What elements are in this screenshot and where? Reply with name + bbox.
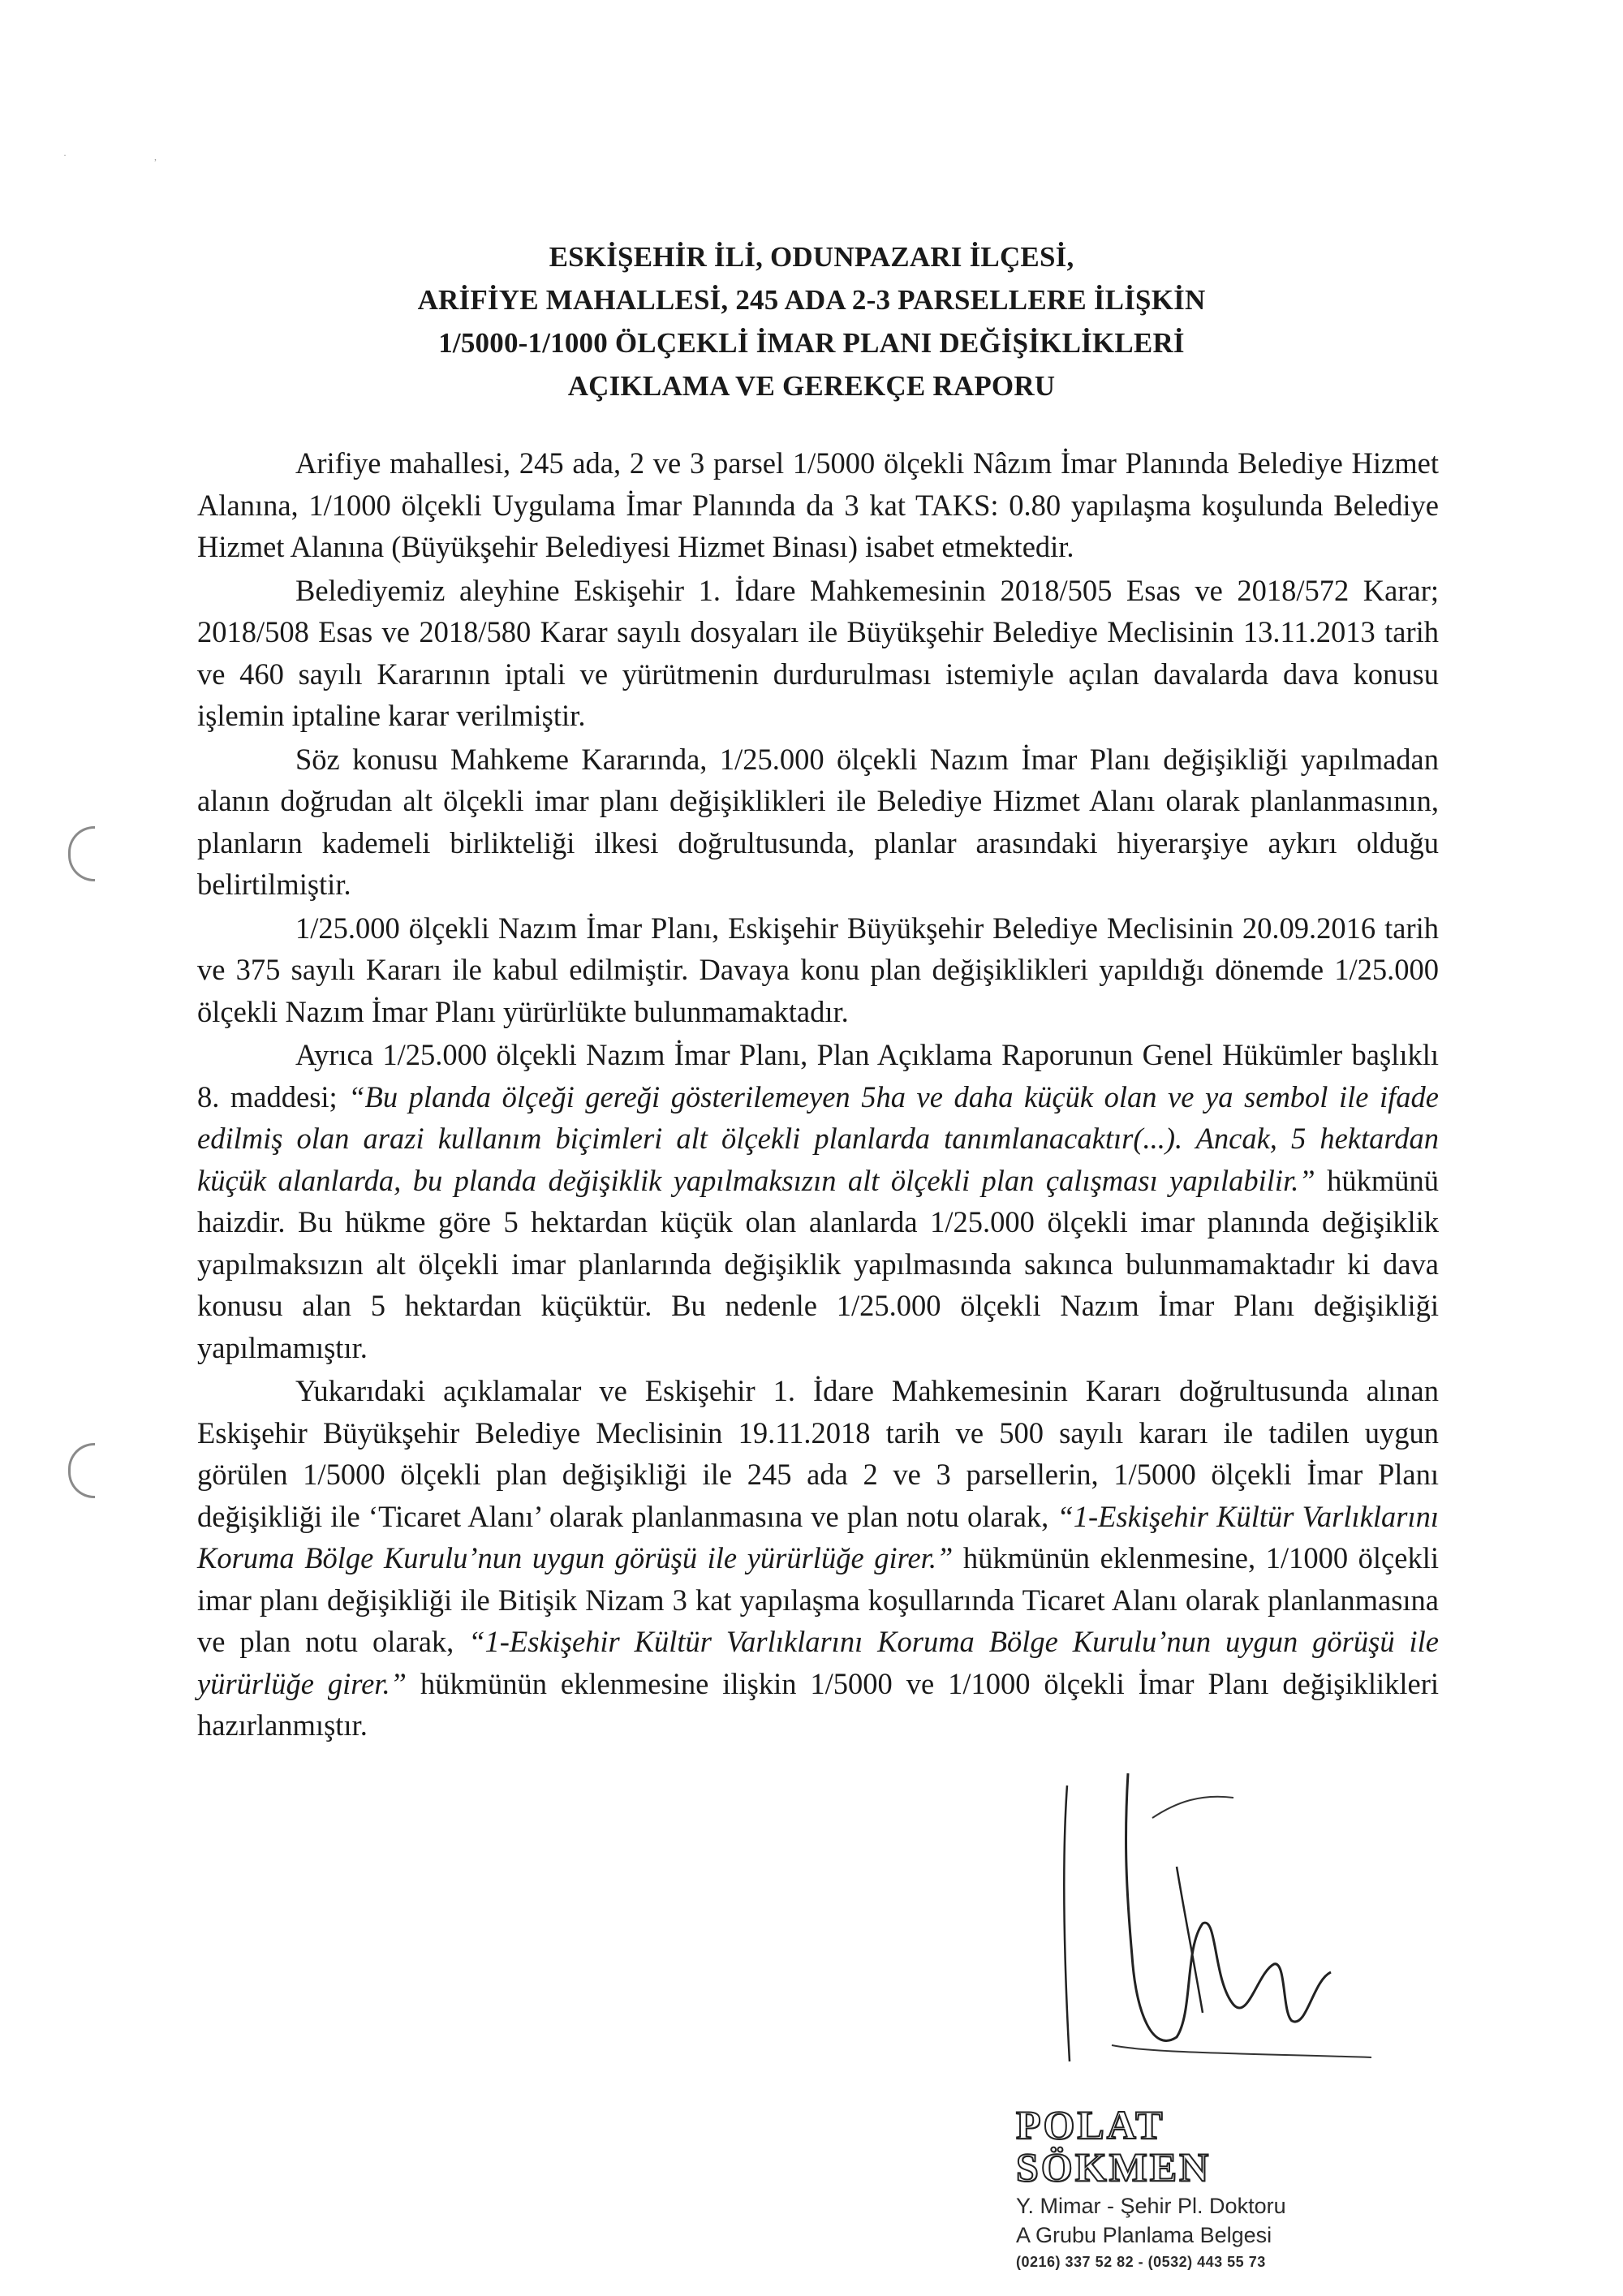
stamp-name: POLAT SÖKMEN (1016, 2102, 1212, 2190)
binder-hole-mark (68, 826, 95, 881)
paragraph-3: Söz konusu Mahkeme Kararında, 1/25.000 ölçekli Nazım İmar Planı değişikliği yapılmadan alanın doğrudan alt ölçekli imar planı değişiklikleri ile Belediye Hizmet Alanı olarak planlanmasının, planların kademeli birlikteliği ilkesi doğrultusunda, planlar arasındaki hiyerarşiye aykırı olduğu belirtilmiştir. (197, 742, 1439, 901)
title-line-1: ESKİŞEHİR İLİ, ODUNPAZARI İLÇESİ, (549, 241, 1074, 273)
paragraph-6-quote-2: “1-Eskişehir Kültür Varlıklarını Koruma Bölge Kurulu’nun uygun görüşü ile yürürlüğe girer.” (197, 1625, 1439, 1700)
handwritten-signature (990, 1769, 1396, 2078)
paragraph-5-quote: “Bu planda ölçeği gereği gösterilemeyen 5ha ve daha küçük olan ve ya sembol ile ifade edilmiş olan arazi kullanım biçimleri alt ölçekli planlarda tanımlanacaktır(...). Ancak, 5 hektardan küçük alanlarda, bu planda değişiklik yapılmaksızın alt ölçekli plan çalışması yapılabilir.” (197, 1079, 1439, 1197)
report-title (195, 235, 1428, 407)
paragraph-6 (197, 1370, 1439, 1747)
scan-speck: , (154, 151, 157, 162)
title-line-2: ARİFİYE MAHALLESİ, 245 ADA 2-3 PARSELLERE İLİŞKİN (417, 284, 1206, 316)
scan-speck: · (63, 149, 67, 161)
binder-hole-mark (68, 1443, 95, 1498)
paragraph-6-quote-1: “1-Eskişehir Kültür Varlıklarını Koruma Bölge Kurulu’nun uygun görüşü ile yürürlüğe girer.” (197, 1499, 1439, 1574)
paragraph-2: Belediyemiz aleyhine Eskişehir 1. İdare Mahkemesinin 2018/505 Esas ve 2018/572 Karar; 2018/508 Esas ve 2018/580 Karar sayılı dosyaları ile Büyükşehir Belediye Meclisinin 13.11.2013 tarih ve 460 sayılı Kararının iptali ve yürütmenin durdurulması istemiyle açılan davalarda dava konusu işlemin iptaline karar verilmiştir. (197, 573, 1439, 732)
paragraph-5-rest: hükmünü haizdir. Bu hükme göre 5 hektardan küçük olan alanlarda 1/25.000 ölçekli imar planında değişiklik yapılmaksızın alt ölçekli imar planlarında değişiklik yapılmasında sakınca bulunmamaktadır ki dava konusu alan 5 hektardan küçüktür. Bu nedenle 1/25.000 ölçekli Nazım İmar Planı değişikliği yapılmamıştır. (197, 1163, 1439, 1364)
paragraph-6-intro: Yukarıdaki açıklamalar ve Eskişehir 1. İdare Mahkemesinin Kararı doğrultusunda alınan Eskişehir Büyükşehir Belediye Meclisinin 19.11.2018 tarih ve 500 sayılı kararı ile tadilen uygun görülen 1/5000 ölçekli plan değişikliği ile 245 ada 2 ve 3 parsellerin, 1/5000 ölçekli İmar Planı değişikliği ile ‘Ticaret Alanı’ olarak planlanmasına ve plan notu olarak, (197, 1374, 1439, 1533)
stamp-title: Y. Mimar - Şehir Pl. Doktoru (1016, 2194, 1286, 2218)
paragraph-5 (197, 1034, 1439, 1368)
report-body (197, 442, 1439, 1748)
paragraph-6-end: hükmünün eklenmesine ilişkin 1/5000 ve 1/1000 ölçekli İmar Planı değişiklikleri hazırlanmıştır. (197, 1666, 1439, 1742)
paragraph-5-intro: Ayrıca 1/25.000 ölçekli Nazım İmar Planı, Plan Açıklama Raporunun Genel Hükümler başlıklı 8. maddesi; (197, 1038, 1439, 1114)
signature-stamp (1016, 2104, 1357, 2274)
paragraph-1: Arifiye mahallesi, 245 ada, 2 ve 3 parsel 1/5000 ölçekli Nâzım İmar Planında Belediye Hizmet Alanına, 1/1000 ölçekli Uygulama İmar Planında da 3 kat TAKS: 0.80 yapılaşma koşulunda Belediye Hizmet Alanına (Büyükşehir Belediyesi Hizmet Binası) isabet etmektedir. (197, 446, 1439, 563)
paragraph-4: 1/25.000 ölçekli Nazım İmar Planı, Eskişehir Büyükşehir Belediye Meclisinin 20.09.2016 tarih ve 375 sayılı Kararı ile kabul edilmiştir. Davaya konu plan değişiklikleri yapıldığı dönemde 1/25.000 ölçekli Nazım İmar Planı yürürlükte bulunmamaktadır. (197, 911, 1439, 1028)
paragraph-6-middle: hükmünün eklenmesine, 1/1000 ölçekli imar planı değişikliği ile Bitişik Nizam 3 kat yapılaşma koşullarında Ticaret Alanı olarak planlanmasına ve plan notu olarak, (197, 1541, 1439, 1658)
stamp-phones: (0216) 337 52 82 - (0532) 443 55 73 (1016, 2254, 1266, 2270)
title-line-4: AÇIKLAMA VE GEREKÇE RAPORU (567, 370, 1056, 402)
stamp-certificate: A Grubu Planlama Belgesi (1016, 2223, 1272, 2247)
title-line-3: 1/5000-1/1000 ÖLÇEKLİ İMAR PLANI DEĞİŞİKLİKLERİ (438, 327, 1185, 359)
